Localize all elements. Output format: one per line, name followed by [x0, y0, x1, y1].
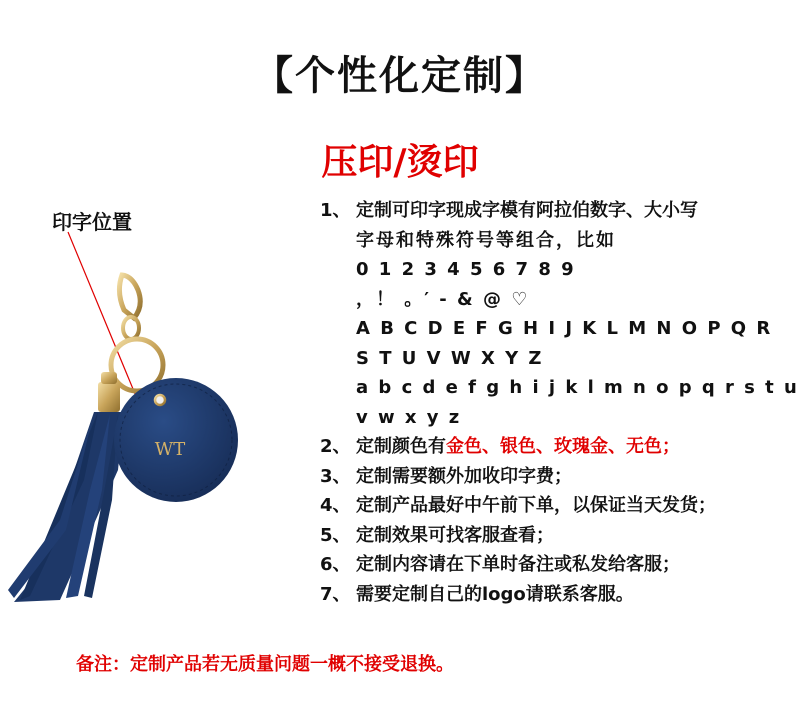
- rule-number: 4、: [320, 495, 351, 516]
- rule-text: 定制内容请在下单时备注或私发给客服；: [356, 554, 680, 575]
- rule-3: [320, 462, 790, 492]
- digit-samples: 0 1 2 3 4 5 6 7 8 9: [356, 259, 576, 280]
- rule-text: 定制效果可找客服查看；: [356, 524, 554, 546]
- tassel-cap: [98, 382, 120, 412]
- rule-text: 需要定制自己的logo请联系客服。: [356, 583, 634, 605]
- monogram-text: WT: [154, 439, 186, 460]
- rule-7: [320, 580, 790, 610]
- page-subtitle: 压印/烫印: [321, 142, 479, 183]
- rule-1-continued: 字母和特殊符号等组合，比如: [356, 229, 616, 251]
- print-position-label: 印字位置: [52, 210, 132, 234]
- rule-text: 定制可印字现成字模有阿拉伯数字、大小写: [356, 200, 698, 221]
- symbol-samples: ，！ 。′ - & @ ♡: [356, 288, 530, 310]
- rule-5: [320, 521, 790, 551]
- keychain-illustration: [0, 230, 300, 630]
- rule-text: 定制颜色有: [356, 436, 446, 457]
- rule-number: 1、: [320, 200, 351, 221]
- footer-note: 备注：定制产品若无质量问题一概不接受退换。: [76, 654, 454, 675]
- rule-1: [320, 196, 790, 226]
- page-title: 【个性化定制】: [253, 53, 547, 99]
- rule-text: 定制产品最好中午前下单，以保证当天发货；: [356, 495, 716, 516]
- rule-number: 5、: [320, 524, 351, 546]
- uppercase-samples-1: A B C D E F G H I J K L M N O P Q R: [356, 318, 773, 339]
- lowercase-samples-2: v w x y z: [356, 406, 462, 428]
- rule-2: [320, 432, 790, 462]
- disc-eyelet: [155, 395, 165, 405]
- rule-number: 6、: [320, 554, 351, 575]
- rule-text: 定制需要额外加收印字费；: [356, 465, 572, 487]
- rule-number: 7、: [320, 583, 351, 605]
- rule-number: 3、: [320, 465, 351, 487]
- uppercase-samples-2: S T U V W X Y Z: [356, 347, 544, 369]
- lobster-clasp: [119, 275, 140, 339]
- color-options: 金色、银色、玫瑰金、无色；: [446, 436, 680, 457]
- rule-number: 2、: [320, 436, 351, 457]
- rule-4: [320, 491, 790, 521]
- customization-rules: [320, 196, 799, 609]
- tassel: [8, 412, 124, 602]
- lowercase-samples-1: a b c d e f g h i j k l m n o p q r s t u: [356, 377, 799, 398]
- rule-6: [320, 550, 790, 580]
